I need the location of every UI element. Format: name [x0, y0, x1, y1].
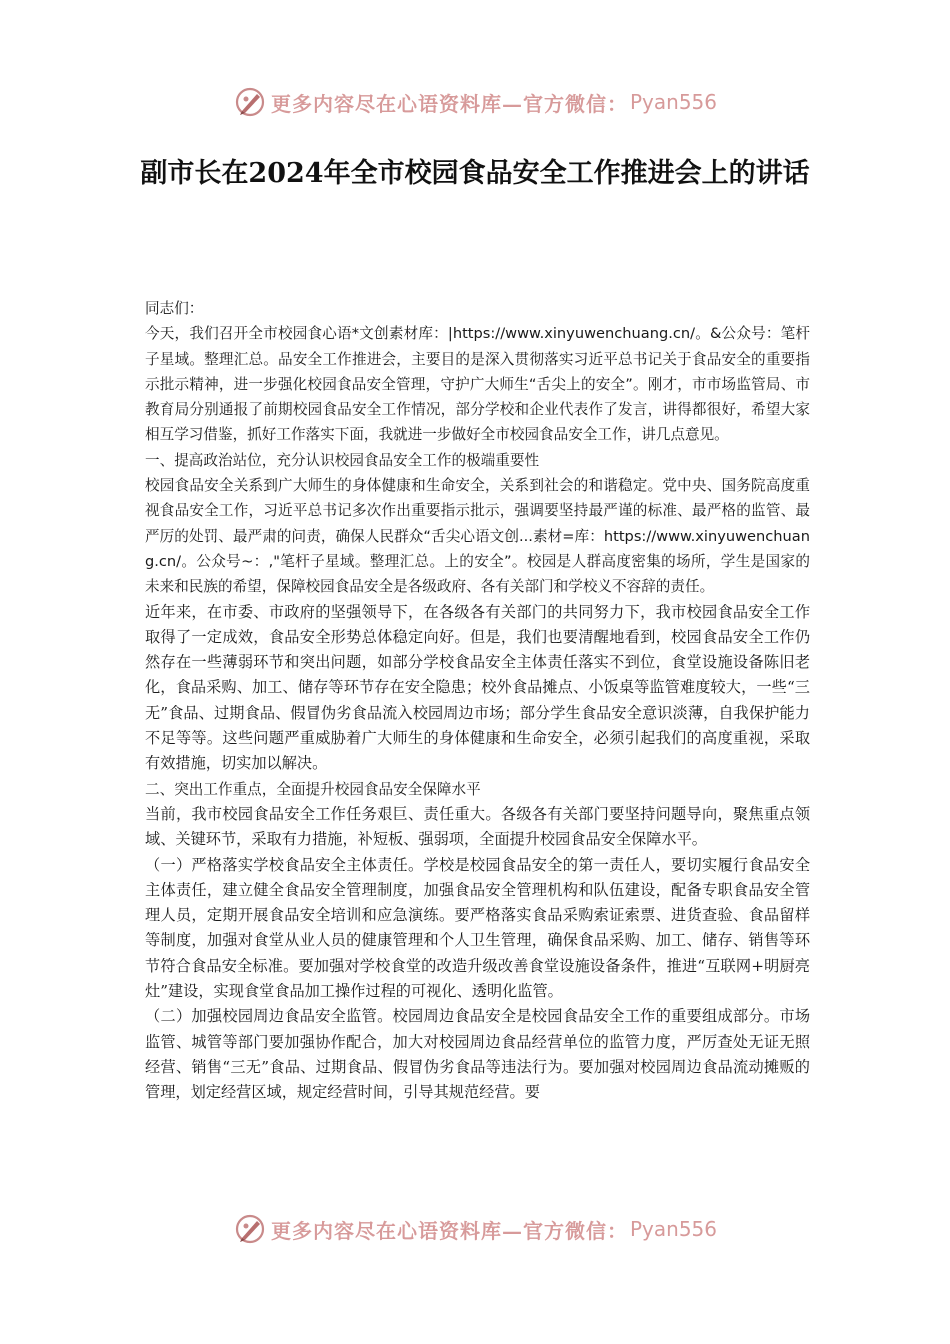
- document-body: [145, 296, 810, 1106]
- paragraph: 当前，我市校园食品安全工作任务艰巨、责任重大。各级各有关部门要坚持问题导向，聚焦重点领域、关键环节，采取有力措施，补短板、强弱项，全面提升校园食品安全保障水平。: [145, 804, 810, 849]
- watermark-banner-top: [0, 82, 950, 122]
- paragraph: （一）严格落实学校食品安全主体责任。学校是校园食品安全的第一责任人，要切实履行食品安全主体责任，建立健全食品安全管理制度，加强食品安全管理机构和队伍建设，配备专职食品安全管理人员，定期开展食品安全培训和应急演练。要严格落实食品采购索证索票、进货查验、食品留样等制度，加强对食堂从业人员的健康管理和个人卫生管理，确保食品采购、加工、储存、销售等环节符合食品安全标准。要加强对学校食堂的改造升级改善食堂设施设备条件，推进“互联网+明厨亮灶”建设，实现食堂食品加工操作过程的可视化、透明化监管。: [145, 855, 810, 1001]
- pen-logo-icon: [233, 1212, 267, 1246]
- section-heading: 一、提高政治站位，充分认识校园食品安全工作的极端重要性: [145, 451, 540, 469]
- paragraph: 近年来，在市委、市政府的坚强领导下，在各级各有关部门的共同努力下，我市校园食品安全工作取得了一定成效，食品安全形势总体稳定向好。但是，我们也要清醒地看到，校园食品安全工作仍然存在一些薄弱环节和突出问题，如部分学校食品安全主体责任落实不到位，食堂设施设备陈旧老化，食品采购、加工、储存等环节存在安全隐患；校外食品摊点、小饭桌等监管难度较大，一些“三无”食品、过期食品、假冒伪劣食品流入校园周边市场；部分学生食品安全意识淡薄，自我保护能力不足等等。这些问题严重威胁着广大师生的身体健康和生命安全，必须引起我们的高度重视，采取有效措施，切实加以解决。: [145, 602, 810, 773]
- watermark-id: Pyan556: [629, 90, 717, 114]
- paragraph: 校园食品安全关系到广大师生的身体健康和生命安全，关系到社会的和谐稳定。党中央、国务院高度重视食品安全工作，习近平总书记多次作出重要指示批示，强调要坚持最严谨的标准、最严格的监管、最严厉的处罚、最严肃的问责，确保人民群众“舌尖心语文创...素材=库：https://www.xinyuwenchuang.cn/。公众号~：,"笔杆子星域。整理汇总。上的安全”。校园是人群高度密集的场所，学生是国家的未来和民族的希望，保障校园食品安全是各级政府、各有关部门和学校义不容辞的责任。: [145, 477, 810, 596]
- paragraph: （二）加强校园周边食品安全监管。校园周边食品安全是校园食品安全工作的重要组成部分。市场监管、城管等部门要加强协作配合，加大对校园周边食品经营单位的监管力度，严厉查处无证无照经营、销售“三无”食品、过期食品、假冒伪劣食品等违法行为。要加强对校园周边食品流动摊贩的管理，划定经营区域，规定经营时间，引导其规范经营。要: [145, 1007, 810, 1102]
- salutation: 同志们：: [145, 300, 204, 317]
- section-heading: 二、突出工作重点，全面提升校园食品安全保障水平: [145, 780, 481, 798]
- watermark-id: Pyan556: [629, 1217, 717, 1241]
- watermark-banner-bottom: [0, 1209, 950, 1249]
- paragraph: 今天，我们召开全市校园食心语*文创素材库：|https://www.xinyuwenchuang.cn/。&公众号：笔杆子星域。整理汇总。品安全工作推进会，主要目的是深入贯彻落实习近平总书记关于食品安全的重要指示批示精神，进一步强化校园食品安全管理，守护广大师生“舌尖上的安全”。刚才，市市场监管局、市教育局分别通报了前期校园食品安全工作情况，部分学校和企业代表作了发言，讲得都很好，希望大家相互学习借鉴，抓好工作落实下面，我就进一步做好全市校园食品安全工作，讲几点意见。: [145, 325, 810, 444]
- watermark-text: 更多内容尽在心语资料库—官方微信：: [270, 91, 628, 116]
- pen-logo-icon: [233, 85, 267, 119]
- watermark-text: 更多内容尽在心语资料库—官方微信：: [270, 1218, 628, 1243]
- document-title: 副市长在2024年全市校园食品安全工作推进会上的讲话: [140, 158, 810, 189]
